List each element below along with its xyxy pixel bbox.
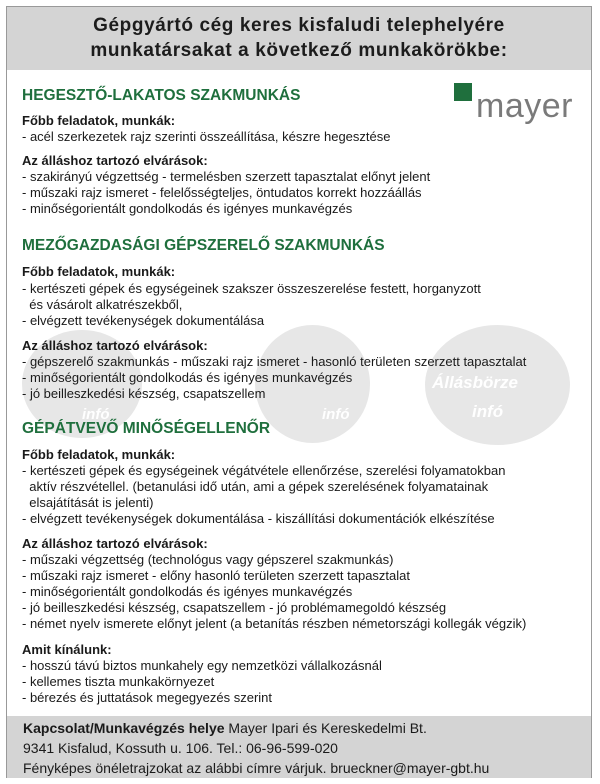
duty-item: és vásárolt alkatrészekből, [22, 297, 183, 312]
duty-item: - kertészeti gépek és egységeinek végátvétele ellenőrzése, szerelési folyamatokban [22, 463, 506, 478]
duty-item: - kertészeti gépek és egységeinek szakszer összeszerelése festett, horganyzott [22, 281, 481, 296]
address-line: 9341 Kisfalud, Kossuth u. 106. Tel.: 06-96-599-020 [23, 740, 338, 756]
header-line-1: Gépgyártó cég keres kisfaludi telephelyére [93, 15, 505, 36]
requirement-item: - gépszerelő szakmunkás - műszaki rajz ismeret - hasonló területen szerzett tapasztalat [22, 354, 527, 369]
duties-heading: Főbb feladatok, munkák: [22, 264, 176, 279]
watermark-sub-left: infó [82, 406, 110, 423]
job-title-welder: HEGESZTŐ-LAKATOS SZAKMUNKÁS [22, 87, 301, 104]
job-title-assembler: MEZŐGAZDASÁGI GÉPSZERELŐ SZAKMUNKÁS [22, 237, 385, 254]
offer-item: - hosszú távú biztos munkahely egy nemzetközi vállalkozásnál [22, 658, 382, 673]
requirements-heading: Az álláshoz tartozó elvárások: [22, 153, 208, 168]
requirement-item: - műszaki végzettség (technológus vagy gépszerel szakmunkás) [22, 552, 394, 567]
requirements-heading: Az álláshoz tartozó elvárások: [22, 536, 208, 551]
duties-heading: Főbb feladatok, munkák: [22, 447, 176, 462]
contact-line [23, 720, 427, 737]
requirement-item: - jó beilleszkedési készség, csapatszellem - jó problémamegoldó készség [22, 600, 447, 615]
contact-label: Kapcsolat/Munkavégzés helye [23, 720, 225, 736]
duty-item: - elvégzett tevékenységek dokumentálása [22, 313, 265, 328]
requirement-item: - minőségorientált gondolkodás és igényes munkavégzés [22, 584, 353, 599]
requirement-item: - műszaki rajz ismeret - felelősségteljes, öntudatos korrekt hozzáállás [22, 185, 422, 200]
requirement-item: - műszaki rajz ismeret - előny hasonló területen szerzett tapasztalat [22, 568, 411, 583]
header-banner [7, 7, 591, 70]
requirement-item: - minőségorientált gondolkodás és igényes munkavégzés [22, 370, 353, 385]
requirements-heading: Az álláshoz tartozó elvárások: [22, 338, 208, 353]
header-line-2: munkatársakat a következő munkakörökbe: [90, 40, 508, 61]
duties-heading: Főbb feladatok, munkák: [22, 113, 176, 128]
offer-item: - kellemes tiszta munkakörnyezet [22, 674, 215, 689]
requirement-item: - német nyelv ismerete előnyt jelent (a betanítás részben németországi kollegák végzik) [22, 616, 527, 631]
job-title-inspector: GÉPÁTVEVŐ MINŐSÉGELLENŐR [22, 420, 271, 437]
watermark-sub: infó [472, 402, 504, 421]
duty-item: elsajátítását is jelenti) [22, 495, 154, 510]
requirement-item: - szakirányú végzettség - termelésben szerzett tapasztalat előnyt jelent [22, 169, 431, 184]
cv-email-line: Fényképes önéletrajzokat az alábbi címre várjuk. brueckner@mayer-gbt.hu [23, 760, 490, 776]
offer-item: - bérezés és juttatások megegyezés szerint [22, 690, 273, 705]
offer-heading: Amit kínálunk: [22, 642, 112, 657]
logo-mark [454, 83, 472, 101]
watermark-title: Állásbörze [432, 373, 518, 392]
duty-item: - elvégzett tevékenységek dokumentálása - kiszállítási dokumentációk elkészítése [22, 511, 495, 526]
duty-item: aktív részvétellel. (betanulási idő után, ami a gépek szerelésének folyamatainak [22, 479, 489, 494]
requirement-item: - jó beilleszkedési készség, csapatszellem [22, 386, 266, 401]
company-name: Mayer Ipari és Kereskedelmi Bt. [224, 720, 427, 736]
requirement-item: - minőségorientált gondolkodás és igényes munkavégzés [22, 201, 353, 216]
contact-footer [7, 716, 591, 778]
logo-text: mayer [476, 87, 573, 125]
duty-item: - acél szerkezetek rajz szerinti összeállítása, készre hegesztése [22, 129, 391, 144]
watermark-sub-middle: infó [322, 406, 350, 423]
